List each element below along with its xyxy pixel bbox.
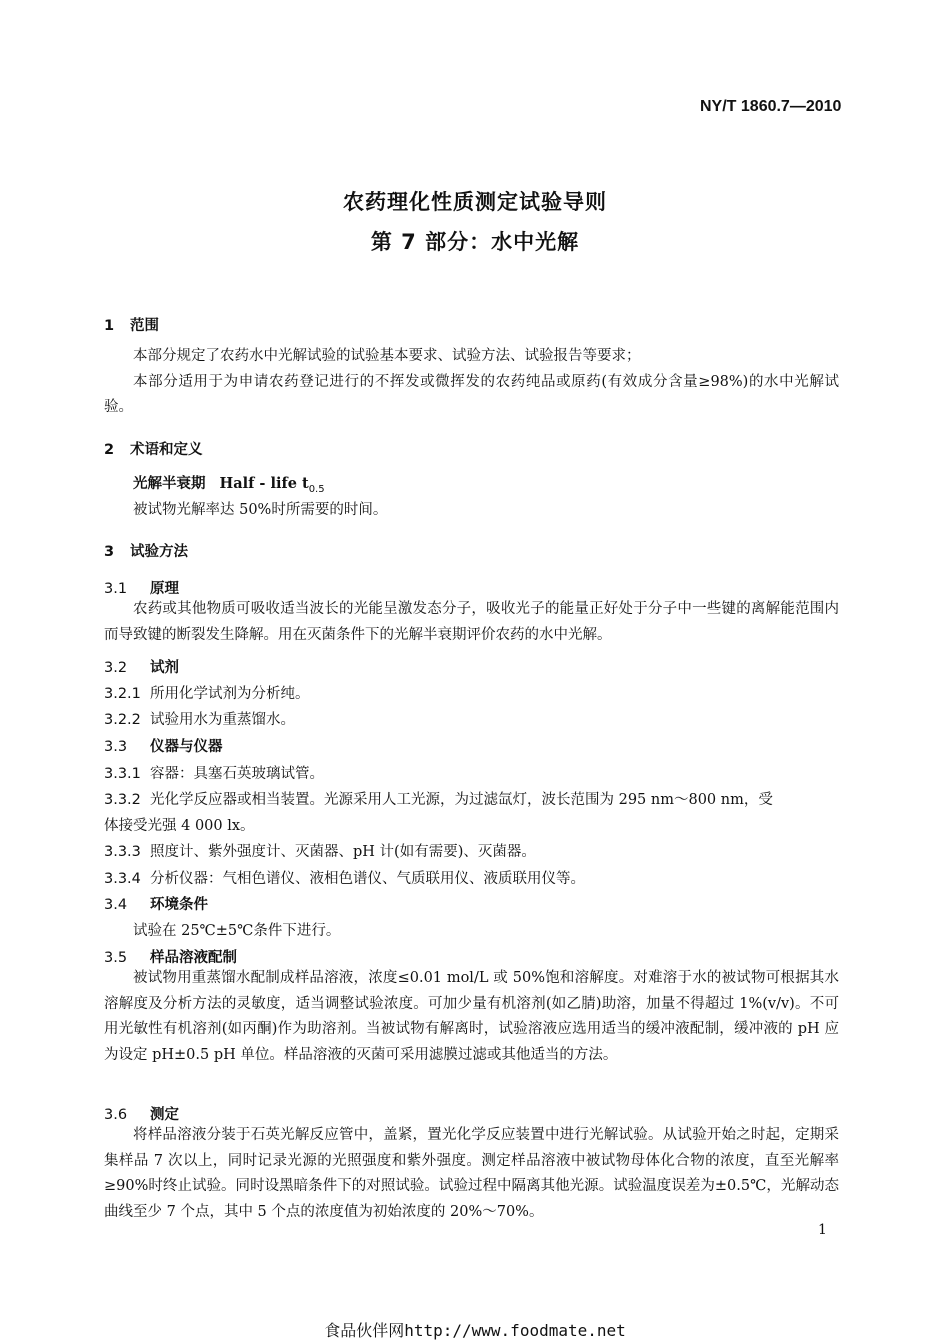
section-number: 2 <box>104 442 115 458</box>
clause-number: 3.3.4 <box>104 871 141 887</box>
clause-number: 3.2.1 <box>104 686 141 702</box>
clause-text: 照度计、紫外强度计、灭菌器、pH 计(如有需要)、灭菌器。 <box>150 844 536 860</box>
section-number: 3.4 <box>104 897 128 913</box>
section-number: 3.3 <box>104 739 128 755</box>
section-3-heading <box>104 540 188 561</box>
paragraph: 本部分适用于为申请农药登记进行的不挥发或微挥发的农药纯品或原药(有效成分含量≥98%)的水中光解试验。 <box>104 373 839 416</box>
clause-3-3-1 <box>104 762 324 783</box>
clause-3-2-1 <box>104 682 310 703</box>
section-1-body <box>104 344 839 421</box>
section-title: 样品溶液配制 <box>150 950 237 966</box>
clause-text: 试验用水为重蒸馏水。 <box>150 712 295 728</box>
section-title: 原理 <box>150 581 179 597</box>
section-3-5-body <box>104 966 839 1068</box>
term-english: Half - life t <box>219 475 309 492</box>
section-3-2-heading <box>104 656 179 677</box>
document-subtitle: 第 7 部分：水中光解 <box>370 230 580 254</box>
section-title: 范围 <box>130 318 159 334</box>
section-number: 3 <box>104 544 115 560</box>
section-number: 3.1 <box>104 581 128 597</box>
paragraph: 被试物用重蒸馏水配制成样品溶液，浓度≤0.01 mol/L 或 50%饱和溶解度。对难溶于水的被试物可根据其水溶解度及分析方法的灵敏度，适当调整试验浓度。可加少量有机溶剂(如乙腈)助溶，加量不得超过 1%(v/v)。不可用光敏性有机溶剂(如丙酮)作为助溶剂。当被试物有解离时，试验溶液应选用适当的缓冲液配制，缓冲液的 pH 应为设定 pH±0.5 pH 单位。样品溶液的灭菌可采用滤膜过滤或其他适当的方法。 <box>104 970 839 1063</box>
section-3-4-heading <box>104 893 208 914</box>
section-title: 试验方法 <box>130 544 188 560</box>
section-1-heading <box>104 314 159 335</box>
section-number: 3.6 <box>104 1107 128 1123</box>
paragraph: 农药或其他物质可吸收适当波长的光能呈激发态分子，吸收光子的能量正好处于分子中一些键的离解能范围内而导致键的断裂发生降解。用在灭菌条件下的光解半衰期评价农药的水中光解。 <box>104 601 839 643</box>
section-number: 3.5 <box>104 950 128 966</box>
section-3-6-body <box>104 1123 839 1225</box>
clause-number: 3.3.1 <box>104 766 141 782</box>
section-number: 3.2 <box>104 660 128 676</box>
section-3-5-heading <box>104 946 237 967</box>
section-3-6-heading <box>104 1103 179 1124</box>
section-number: 1 <box>104 318 115 334</box>
clause-text: 容器：具塞石英玻璃试管。 <box>150 766 324 782</box>
clause-text: 分析仪器：气相色谱仪、液相色谱仪、气质联用仪、液质联用仪等。 <box>150 871 585 887</box>
term-definition: 被试物光解率达 50%时所需要的时间。 <box>133 502 388 518</box>
document-title: 农药理化性质测定试验导则 <box>343 190 607 214</box>
section-title: 仪器与仪器 <box>150 739 223 755</box>
clause-3-2-2 <box>104 708 295 729</box>
clause-3-3-2-continued: 体接受光强 4 000 lx。 <box>104 818 255 834</box>
term-chinese: 光解半衰期 <box>133 476 206 492</box>
clause-number: 3.3.2 <box>104 792 141 808</box>
clause-number: 3.2.2 <box>104 712 141 728</box>
section-title: 术语和定义 <box>130 442 203 458</box>
clause-number: 3.3.3 <box>104 844 141 860</box>
standard-number: NY/T 1860.7—2010 <box>700 98 842 115</box>
section-3-1-heading <box>104 577 179 598</box>
term-entry <box>133 472 325 495</box>
page-number: 1 <box>818 1222 827 1238</box>
section-title: 试剂 <box>150 660 179 676</box>
clause-3-3-2 <box>104 788 773 809</box>
section-3-4-body: 试验在 25℃±5℃条件下进行。 <box>133 923 341 939</box>
term-subscript: 0.5 <box>308 483 325 495</box>
clause-text: 光化学反应器或相当装置。光源采用人工光源，为过滤氙灯，波长范围为 295 nm～800 nm，受 <box>150 792 773 808</box>
footer-watermark: 食品伙伴网http://www.foodmate.net <box>324 1321 626 1340</box>
clause-text: 所用化学试剂为分析纯。 <box>150 686 310 702</box>
section-3-1-body <box>104 597 839 648</box>
clause-3-3-3 <box>104 840 536 861</box>
paragraph: 本部分规定了农药水中光解试验的试验基本要求、试验方法、试验报告等要求； <box>133 348 641 364</box>
section-title: 环境条件 <box>150 897 208 913</box>
section-title: 测定 <box>150 1107 179 1123</box>
section-3-3-heading <box>104 735 223 756</box>
paragraph: 将样品溶液分装于石英光解反应管中，盖紧，置光化学反应装置中进行光解试验。从试验开始之时起，定期采集样品 7 次以上，同时记录光源的光照强度和紫外强度。测定样品溶液中被试物母体化合物的浓度，直至光解率≥90%时终止试验。同时设黑暗条件下的对照试验。试验过程中隔离其他光源。试验温度误差为±0.5℃，光解动态曲线至少 7 个点，其中 5 个点的浓度值为初始浓度的 20%～70%。 <box>104 1127 839 1220</box>
clause-3-3-4 <box>104 867 585 888</box>
section-2-heading <box>104 438 203 459</box>
